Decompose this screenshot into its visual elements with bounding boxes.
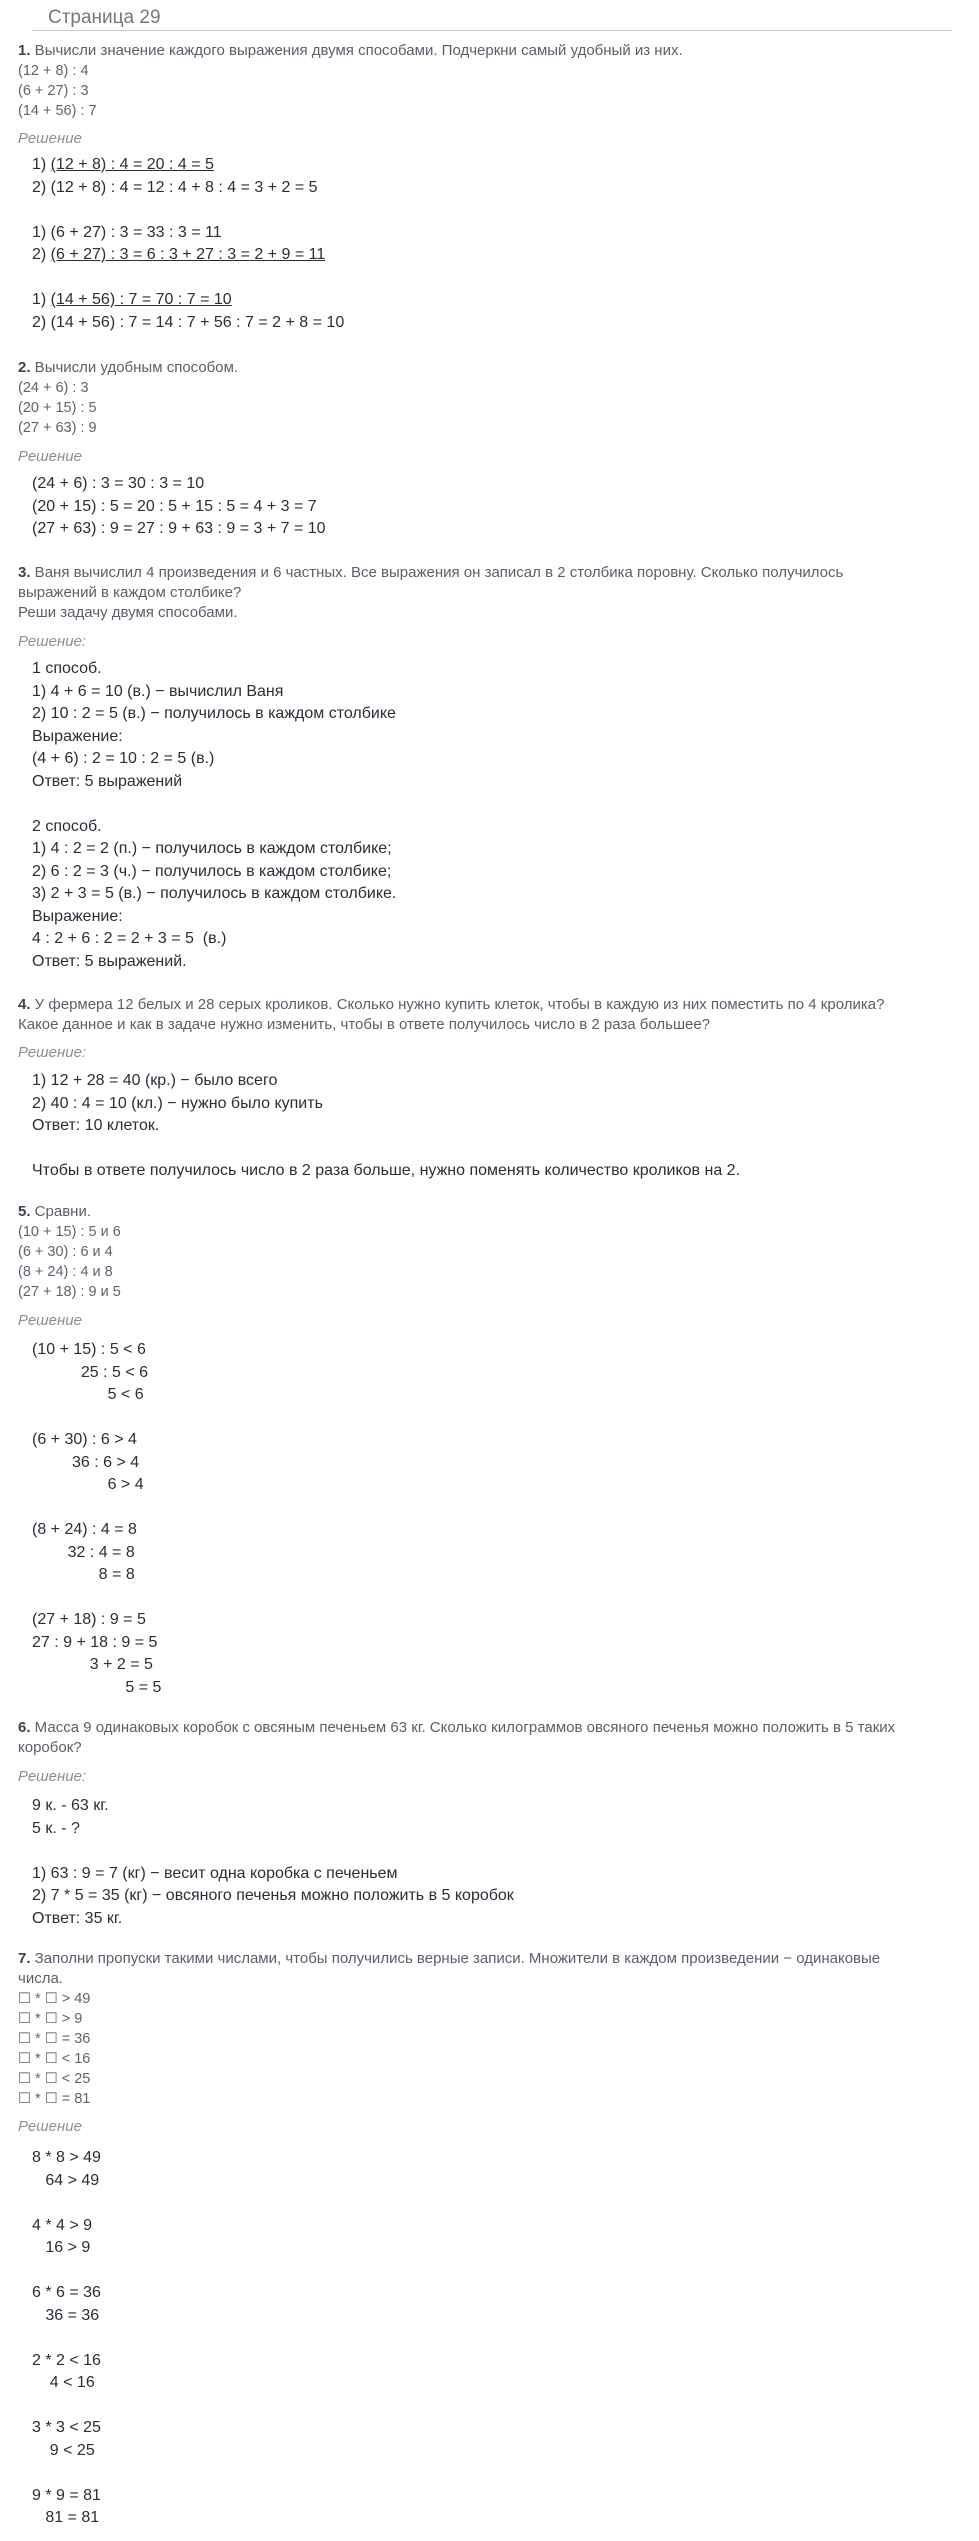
task-6 — [18, 1718, 948, 1758]
page-header — [32, 0, 952, 31]
page-title: Страница 29 — [48, 7, 161, 28]
task-4 — [18, 995, 948, 1035]
task-5 — [18, 1202, 948, 1302]
task-4-question: 4. У фермера 12 белых и 28 серых кроликов. Сколько нужно купить клеток, чтобы в каждую из них поместить по 4 кролика? Какое данное и как в задаче нужно изменить, чтобы в ответе получилось число в 2 раза большее? — [18, 996, 885, 1033]
task-7-solution-label: Решение — [18, 2118, 82, 2135]
task-1 — [18, 41, 948, 121]
task-2 — [18, 358, 948, 438]
task-5-given: (10 + 15) : 5 и 6 (6 + 30) : 6 и 4 (8 + 24) : 4 и 8 (27 + 18) : 9 и 5 — [18, 1224, 121, 1300]
task-1-question: 1. Вычисли значение каждого выражения двумя способами. Подчеркни самый удобный из них. — [18, 42, 683, 59]
task-7 — [18, 1949, 948, 2109]
task-7-question: 7. Заполни пропуски такими числами, чтобы получились верные записи. Множители в каждом произведении − одинаковые числа. — [18, 1950, 881, 1987]
task-3 — [18, 563, 948, 623]
task-5-solution: (10 + 15) : 5 < 6 25 : 5 < 6 5 < 6 (6 + 30) : 6 > 4 36 : 6 > 4 6 > 4 (8 + 24) : 4 = 8 32 : 4 = 8 8 = 8 (27 + 18) : 9 = 5 27 : 9 + 18 : 9 = 5 3 + 2 = 5 5 = 5 — [32, 1341, 162, 1696]
task-5-solution-label: Решение — [18, 1312, 82, 1329]
task-3-solution-label: Решение: — [18, 633, 87, 650]
task-2-solution-label: Решение — [18, 448, 82, 465]
task-7-given: ☐ * ☐ > 49 ☐ * ☐ > 9 ☐ * ☐ = 36 ☐ * ☐ < 16 ☐ * ☐ < 25 ☐ * ☐ = 81 — [18, 1991, 91, 2107]
task-2-question: 2. Вычисли удобным способом. — [18, 359, 239, 376]
task-1-given: (12 + 8) : 4 (6 + 27) : 3 (14 + 56) : 7 — [18, 63, 97, 119]
task-5-question: 5. Сравни. — [18, 1203, 91, 1220]
task-1-solution-label: Решение — [18, 130, 82, 147]
task-3-solution: 1 способ. 1) 4 + 6 = 10 (в.) − вычислил Ваня 2) 10 : 2 = 5 (в.) − получилось в каждом столбике Выражение: (4 + 6) : 2 = 10 : 2 = 5 (в.) Ответ: 5 выражений 2 способ. 1) 4 : 2 = 2 (п.) − получилось в каждом столбике; 2) 6 : 2 = 3 (ч.) − получилось в каждом столбике; 3) 2 + 3 = 5 (в.) − получилось в каждом столбике. Выражение: 4 : 2 + 6 : 2 = 2 + 3 = 5 (в.) Ответ: 5 выражений. — [32, 660, 397, 970]
task-4-solution-label: Решение: — [18, 1044, 87, 1061]
task-4-solution: 1) 12 + 28 = 40 (кр.) − было всего 2) 40 : 4 = 10 (кл.) − нужно было купить Ответ: 10 клеток. Чтобы в ответе получилось число в 2 раза больше, нужно поменять количество кроликов на 2. — [32, 1072, 741, 1179]
task-2-given: (24 + 6) : 3 (20 + 15) : 5 (27 + 63) : 9 — [18, 380, 97, 436]
task-1-solution: 1) (12 + 8) : 4 = 20 : 4 = 5 2) (12 + 8) : 4 = 12 : 4 + 8 : 4 = 3 + 2 = 5 1) (6 + 27) : 3 = 33 : 3 = 11 2) (6 + 27) : 3 = 6 : 3 + 27 : 3 = 2 + 9 = 11 1) (14 + 56) : 7 = 70 : 7 = 10 2) (14 + 56) : 7 = 14 : 7 + 56 : 7 = 2 + 8 = 10 — [32, 156, 345, 331]
task-3-question: 3. Ваня вычислил 4 произведения и 6 частных. Все выражения он записал в 2 столбика поровну. Сколько получилось выражений в каждом столбике? Реши задачу двумя способами. — [18, 564, 844, 621]
task-2-solution: (24 + 6) : 3 = 30 : 3 = 10 (20 + 15) : 5 = 20 : 5 + 15 : 5 = 4 + 3 = 7 (27 + 63) : 9 = 27 : 9 + 63 : 9 = 3 + 7 = 10 — [32, 475, 326, 537]
task-7-solution: 8 * 8 > 49 64 > 49 4 * 4 > 9 16 > 9 6 * 6 = 36 36 = 36 2 * 2 < 16 4 < 16 3 * 3 < 25 9 < 25 9 * 9 = 81 81 = 81 — [32, 2149, 101, 2526]
task-6-solution-label: Решение: — [18, 1768, 87, 1785]
task-6-solution: 9 к. - 63 кг. 5 к. - ? 1) 63 : 9 = 7 (кг) − весит одна коробка с печеньем 2) 7 * 5 = 35 (кг) − овсяного печенья можно положить в 5 коробок Ответ: 35 кг. — [32, 1797, 514, 1927]
task-6-question: 6. Масса 9 одинаковых коробок с овсяным печеньем 63 кг. Сколько килограммов овсяного печенья можно положить в 5 таких коробок? — [18, 1719, 896, 1756]
